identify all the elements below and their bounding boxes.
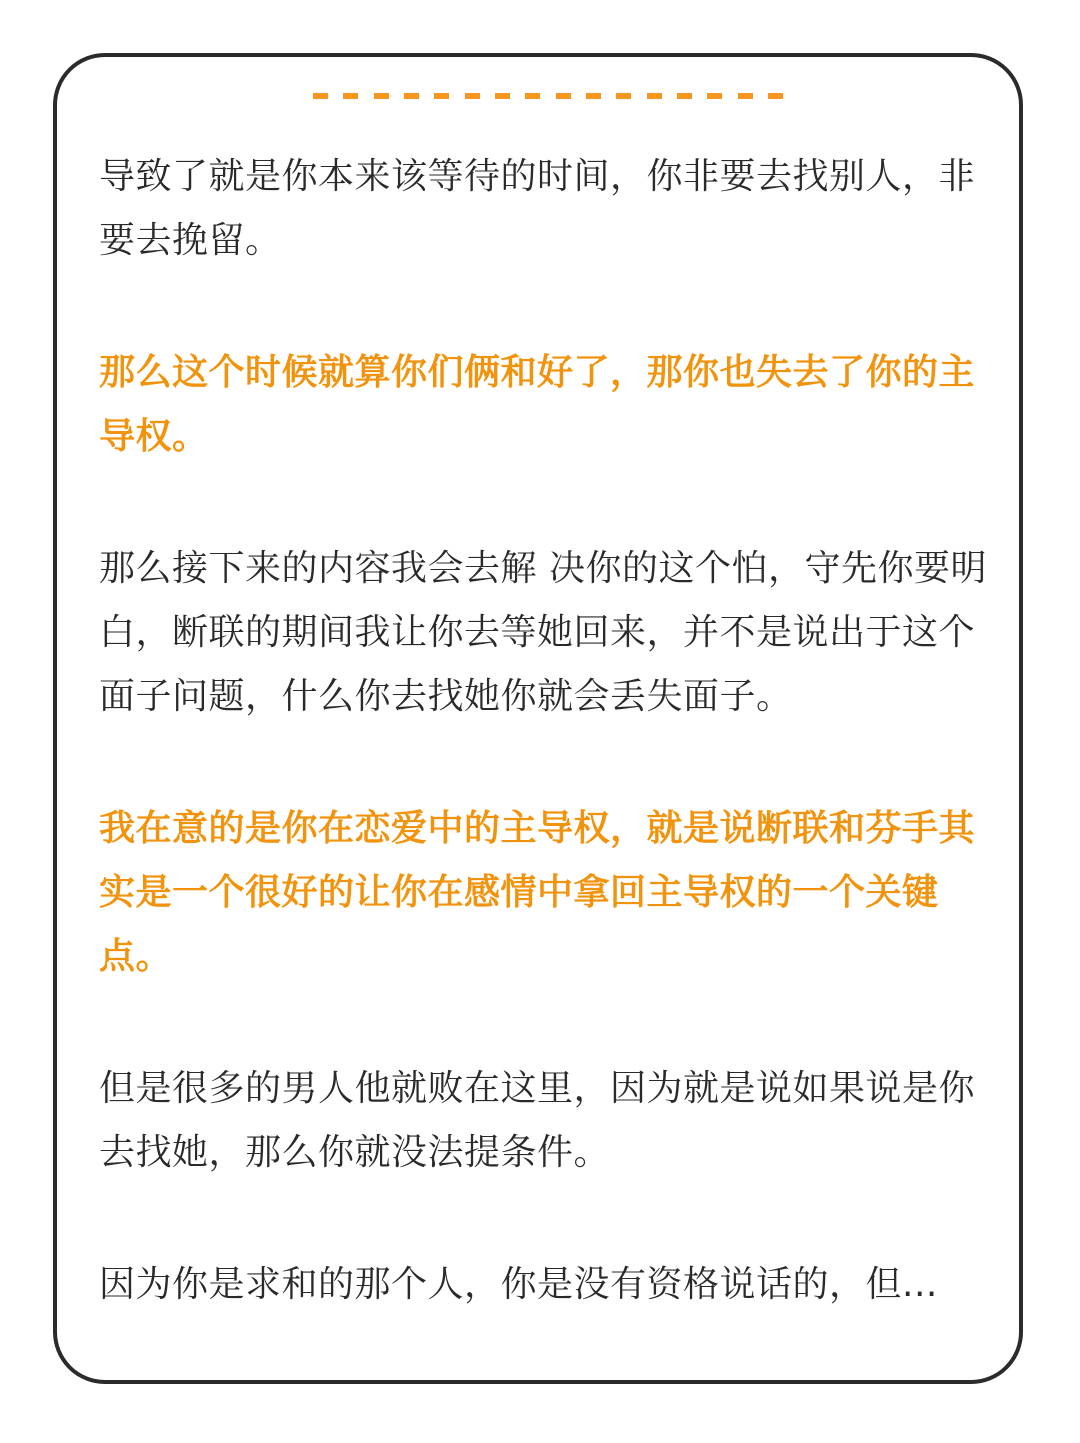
dash [465,93,480,99]
dash [738,93,753,99]
dash [404,93,419,99]
article-body [99,145,989,1317]
dash [586,93,601,99]
paragraph: 那么接下来的内容我会去解 决你的这个怕，守先你要明白，断联的期间我让你去等她回来，并不是说出于这个面子问题，什么你去找她你就会丢失面子。 [99,548,987,717]
paragraph: 导致了就是你本来该等待的时间，你非要去找别人，非要去挽留。 [99,156,976,261]
dashed-divider [313,93,783,99]
paragraph: 但是很多的男人他就败在这里，因为就是说如果说是你去找她，那么你就没法提条件。 [99,1068,976,1173]
highlighted-paragraph: 那么这个时候就算你们俩和好了，那你也失去了你的主导权。 [99,352,976,457]
dash [556,93,571,99]
dash [707,93,722,99]
dash [343,93,358,99]
dash [374,93,389,99]
dash [768,93,783,99]
dash [647,93,662,99]
dash [434,93,449,99]
dash [677,93,692,99]
content-card [53,53,1023,1384]
highlighted-paragraph: 我在意的是你在恋爱中的主导权，就是说断联和芬手其实是一个很好的让你在感情中拿回主导权的一个关键点。 [99,808,976,977]
dash [616,93,631,99]
dash [495,93,510,99]
dash [313,93,328,99]
dash [525,93,540,99]
paragraph: 因为你是求和的那个人，你是没有资格说话的，但... [99,1264,938,1305]
